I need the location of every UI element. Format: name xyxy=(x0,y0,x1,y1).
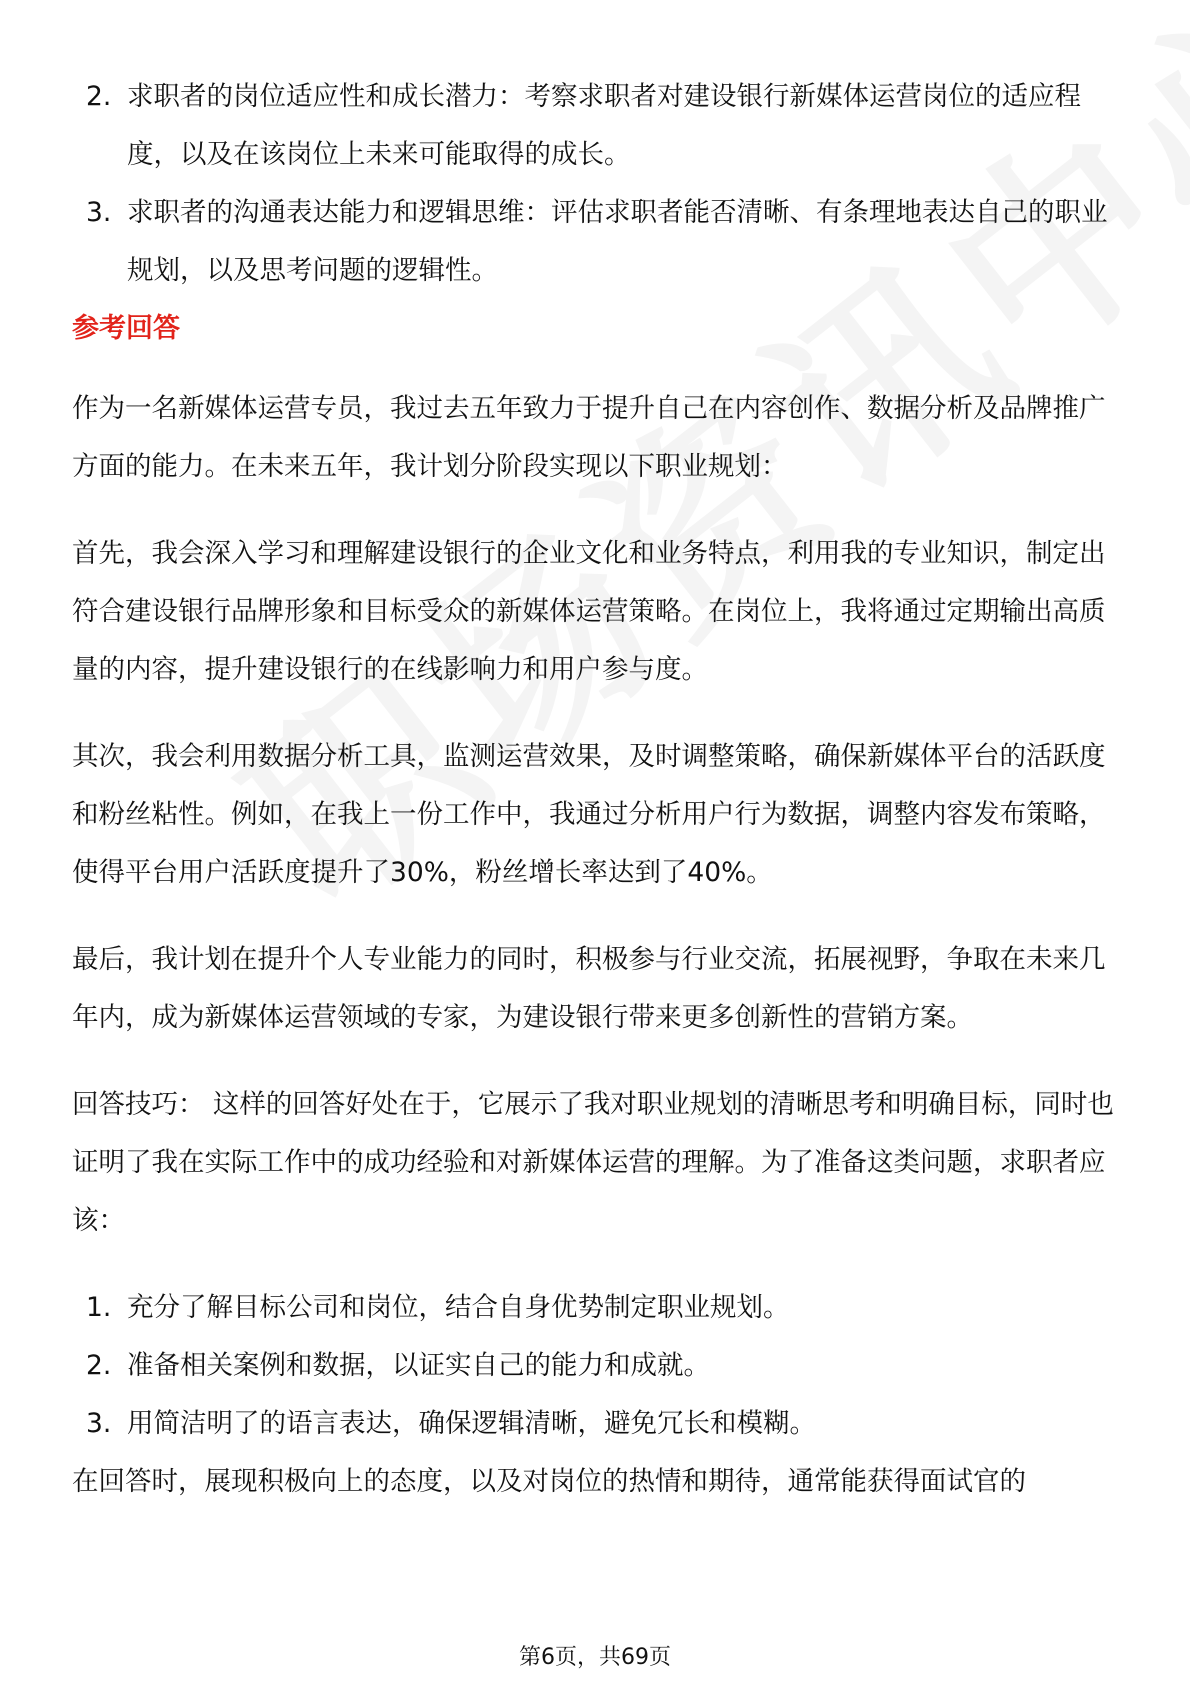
list-item xyxy=(72,1395,1118,1453)
list-item-text: 充分了解目标公司和岗位，结合自身优势制定职业规划。 xyxy=(127,1292,790,1323)
list-item-text: 求职者的沟通表达能力和逻辑思维：评估求职者能否清晰、有条理地表达自己的职业规划，以及思考问题的逻辑性。 xyxy=(127,197,1108,286)
list-item-text: 求职者的岗位适应性和成长潜力：考察求职者对建设银行新媒体运营岗位的适应程度，以及在该岗位上未来可能取得的成长。 xyxy=(127,81,1081,170)
list-item-number: 3. xyxy=(86,1408,112,1439)
list-item-text: 准备相关案例和数据，以证实自己的能力和成就。 xyxy=(127,1350,710,1381)
preparation-tips-list xyxy=(72,1279,1118,1453)
answer-paragraph: 作为一名新媒体运营专员，我过去五年致力于提升自己在内容创作、数据分析及品牌推广方面的能力。在未来五年，我计划分阶段实现以下职业规划： xyxy=(72,393,1106,482)
list-item-number: 1. xyxy=(86,1292,112,1323)
answer-paragraph: 其次，我会利用数据分析工具，监测运营效果，及时调整策略，确保新媒体平台的活跃度和粉丝粘性。例如，在我上一份工作中，我通过分析用户行为数据，调整内容发布策略，使得平台用户活跃度提升了30%，粉丝增长率达到了40%。 xyxy=(72,741,1106,888)
list-item-text: 用简洁明了的语言表达，确保逻辑清晰，避免冗长和模糊。 xyxy=(127,1408,816,1439)
list-item xyxy=(72,184,1118,300)
answer-paragraph: 首先，我会深入学习和理解建设银行的企业文化和业务特点，利用我的专业知识，制定出符合建设银行品牌形象和目标受众的新媒体运营策略。在岗位上，我将通过定期输出高质量的内容，提升建设银行的在线影响力和用户参与度。 xyxy=(72,538,1106,685)
list-item xyxy=(72,1337,1118,1395)
closing-paragraph: 在回答时，展现积极向上的态度，以及对岗位的热情和期待，通常能获得面试官的 xyxy=(72,1466,1026,1497)
list-item xyxy=(72,1279,1118,1337)
list-item-number: 2. xyxy=(86,1350,112,1381)
page-content xyxy=(72,68,1118,1540)
page-number-footer: 第6页，共69页 xyxy=(519,1645,671,1670)
list-item xyxy=(72,68,1118,184)
list-item-number: 2. xyxy=(86,81,112,112)
section-heading: 参考回答 xyxy=(72,313,180,344)
answer-paragraph: 最后，我计划在提升个人专业能力的同时，积极参与行业交流，拓展视野，争取在未来几年内，成为新媒体运营领域的专家，为建设银行带来更多创新性的营销方案。 xyxy=(72,944,1106,1033)
list-item-number: 3. xyxy=(86,197,112,228)
tips-paragraph: 回答技巧： 这样的回答好处在于，它展示了我对职业规划的清晰思考和明确目标，同时也证明了我在实际工作中的成功经验和对新媒体运营的理解。为了准备这类问题，求职者应该： xyxy=(72,1089,1114,1236)
evaluation-points-list xyxy=(72,68,1118,300)
